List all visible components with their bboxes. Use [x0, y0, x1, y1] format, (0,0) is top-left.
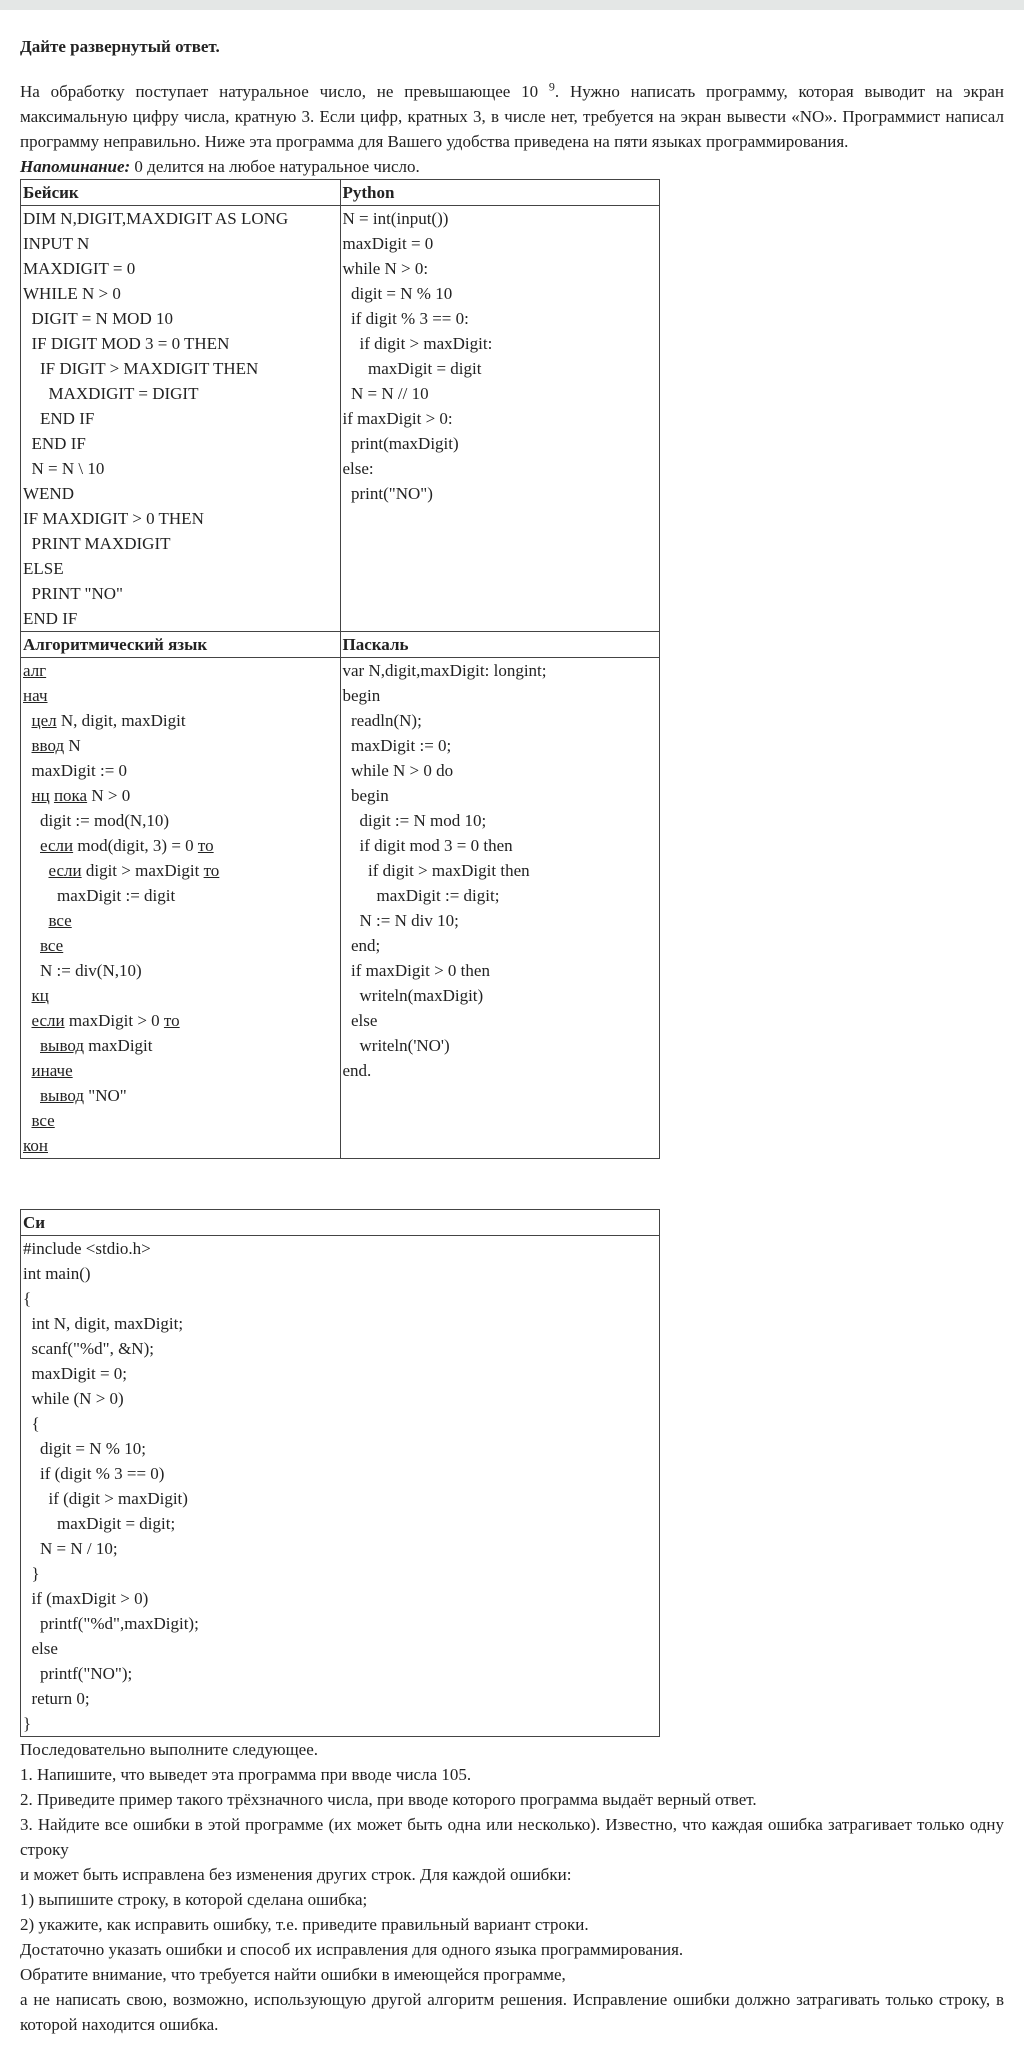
- code-line: [23, 958, 338, 983]
- code-text: "NO": [84, 1086, 127, 1105]
- code-line: print("NO"): [342, 484, 433, 503]
- code-text: N: [64, 736, 81, 755]
- code-line: maxDigit = 0: [342, 234, 434, 253]
- code-text: maxDigit := digit: [23, 886, 176, 905]
- code-line: PRINT "NO": [23, 584, 123, 603]
- code-line: END IF: [23, 434, 86, 453]
- code-text: [23, 911, 49, 930]
- code-line: if digit > maxDigit then: [342, 861, 530, 880]
- code-line: [23, 908, 338, 933]
- code-line: N := N div 10;: [342, 911, 459, 930]
- pascal-header: Паскаль: [340, 632, 660, 658]
- code-table-main: [20, 179, 660, 1159]
- task-instructions: [20, 1737, 1004, 2037]
- keyword: все: [40, 936, 64, 955]
- keyword: то: [163, 1011, 180, 1030]
- code-line: if (digit % 3 == 0): [23, 1464, 165, 1483]
- task-line: 2) укажите, как исправить ошибку, т.е. приведите правильный вариант строки.: [20, 1915, 589, 1934]
- code-line: WHILE N > 0: [23, 284, 121, 303]
- python-header: Python: [340, 180, 660, 206]
- code-text: [23, 936, 40, 955]
- code-line: if maxDigit > 0 then: [342, 961, 490, 980]
- code-text: [23, 836, 40, 855]
- code-line: [23, 1083, 338, 1108]
- keyword: все: [31, 1111, 55, 1130]
- code-line: [23, 683, 338, 708]
- top-bar: [0, 0, 1024, 10]
- code-line: digit = N % 10;: [23, 1439, 146, 1458]
- code-line: N = int(input()): [342, 209, 449, 228]
- code-text: digit := mod(N,10): [23, 811, 170, 830]
- code-line: if digit % 3 == 0:: [342, 309, 469, 328]
- intro-text-start: На обработку поступает натуральное число, не превышающее 10: [20, 82, 539, 101]
- intro-text-end: . Нужно написать программу, которая выводит на экран максимальную цифру числа, кратную 3. Если цифр, кратных 3, в числе нет, требуется на экран вывести «NO». Программист написал программу неправильно. Ниже эта программа для Вашего удобства приведена на пяти языках программирования.: [20, 82, 1004, 151]
- code-text: N, digit, maxDigit: [56, 711, 186, 730]
- code-text: digit > maxDigit: [81, 861, 204, 880]
- code-line: N = N / 10;: [23, 1539, 118, 1558]
- code-line: else:: [342, 459, 374, 478]
- code-line: }: [23, 1714, 32, 1733]
- keyword: если: [40, 836, 74, 855]
- task-line: Последовательно выполните следующее.: [20, 1740, 319, 1759]
- code-line: [23, 1058, 338, 1083]
- keyword: алг: [23, 661, 47, 680]
- code-line: MAXDIGIT = 0: [23, 259, 136, 278]
- c-header: Си: [21, 1210, 660, 1236]
- code-line: [23, 883, 338, 908]
- code-line: begin: [342, 686, 381, 705]
- code-line: DIM N,DIGIT,MAXDIGIT AS LONG: [23, 209, 289, 228]
- keyword: то: [197, 836, 214, 855]
- code-line: if (maxDigit > 0): [23, 1589, 149, 1608]
- code-line: [23, 733, 338, 758]
- code-line: end.: [342, 1061, 372, 1080]
- code-line: maxDigit = digit: [342, 359, 482, 378]
- code-line: printf("NO");: [23, 1664, 133, 1683]
- code-line: MAXDIGIT = DIGIT: [23, 384, 199, 403]
- keyword: кон: [23, 1136, 48, 1155]
- code-line: {: [23, 1414, 40, 1433]
- code-line: IF MAXDIGIT > 0 THEN: [23, 509, 204, 528]
- code-line: digit := N mod 10;: [342, 811, 487, 830]
- task-intro: [20, 79, 1004, 154]
- algo-code: [21, 658, 341, 1159]
- code-line: readln(N);: [342, 711, 422, 730]
- keyword: пока: [53, 786, 88, 805]
- code-line: [23, 1133, 338, 1158]
- pascal-code: [340, 658, 660, 1159]
- keyword: если: [48, 861, 82, 880]
- task-heading: Дайте развернутый ответ.: [20, 37, 220, 56]
- code-line: [23, 933, 338, 958]
- keyword: если: [31, 1011, 65, 1030]
- task-line: 2. Приведите пример такого трёхзначного числа, при вводе которого программа выдаёт верный ответ.: [20, 1790, 757, 1809]
- algo-header: Алгоритмический язык: [21, 632, 341, 658]
- reminder-text: 0 делится на любое натуральное число.: [130, 157, 420, 176]
- code-line: {: [23, 1289, 32, 1308]
- code-text: N > 0: [87, 786, 131, 805]
- keyword: ввод: [31, 736, 65, 755]
- code-line: END IF: [23, 409, 95, 428]
- keyword: кц: [31, 986, 49, 1005]
- code-text: [23, 986, 32, 1005]
- keyword: все: [48, 911, 72, 930]
- code-text: [23, 711, 32, 730]
- code-line: END IF: [23, 609, 78, 628]
- code-line: maxDigit := digit;: [342, 886, 500, 905]
- code-line: else: [342, 1011, 378, 1030]
- code-line: var N,digit,maxDigit: longint;: [342, 661, 547, 680]
- code-line: scanf("%d", &N);: [23, 1339, 154, 1358]
- reminder-note: [20, 154, 1004, 179]
- basic-code: [21, 206, 341, 632]
- code-line: else: [23, 1639, 58, 1658]
- code-text: [23, 1111, 32, 1130]
- code-line: if digit mod 3 = 0 then: [342, 836, 513, 855]
- code-text: [23, 1061, 32, 1080]
- task-content: [0, 10, 1024, 2037]
- keyword: нач: [23, 686, 48, 705]
- code-line: print(maxDigit): [342, 434, 459, 453]
- code-line: [23, 808, 338, 833]
- code-text: maxDigit: [84, 1036, 153, 1055]
- task-line: Достаточно указать ошибки и способ их исправления для одного языка программирования.: [20, 1940, 684, 1959]
- code-line: writeln('NO'): [342, 1036, 450, 1055]
- c-code: [21, 1236, 660, 1737]
- code-line: if (digit > maxDigit): [23, 1489, 188, 1508]
- code-text: [23, 861, 49, 880]
- code-text: maxDigit > 0: [64, 1011, 164, 1030]
- code-line: while N > 0:: [342, 259, 429, 278]
- keyword: нц: [31, 786, 50, 805]
- task-line: и может быть исправлена без изменения других строк. Для каждой ошибки:: [20, 1865, 572, 1884]
- code-line: return 0;: [23, 1689, 90, 1708]
- task-line: Обратите внимание, что требуется найти ошибки в имеющейся программе,: [20, 1965, 566, 1984]
- code-line: maxDigit := 0;: [342, 736, 452, 755]
- code-text: N := div(N,10): [23, 961, 142, 980]
- code-text: [23, 1086, 40, 1105]
- keyword: вывод: [40, 1086, 85, 1105]
- code-line: [23, 758, 338, 783]
- keyword: иначе: [31, 1061, 73, 1080]
- code-line: if digit > maxDigit:: [342, 334, 493, 353]
- basic-header: Бейсик: [21, 180, 341, 206]
- code-line: ELSE: [23, 559, 64, 578]
- intro-power: 9: [548, 79, 555, 94]
- keyword: вывод: [40, 1036, 85, 1055]
- code-line: [23, 1108, 338, 1133]
- code-line: }: [23, 1564, 40, 1583]
- python-code: [340, 206, 660, 632]
- code-line: while N > 0 do: [342, 761, 454, 780]
- code-line: N = N // 10: [342, 384, 429, 403]
- code-text: [23, 1011, 32, 1030]
- code-line: INPUT N: [23, 234, 90, 253]
- code-line: writeln(maxDigit): [342, 986, 484, 1005]
- code-line: PRINT MAXDIGIT: [23, 534, 171, 553]
- code-text: [23, 786, 32, 805]
- code-line: end;: [342, 936, 381, 955]
- task-line: 1. Напишите, что выведет эта программа при вводе числа 105.: [20, 1765, 472, 1784]
- code-line: [23, 783, 338, 808]
- code-text: [23, 736, 32, 755]
- code-line: [23, 858, 338, 883]
- code-line: [23, 983, 338, 1008]
- code-line: [23, 708, 338, 733]
- code-line: WEND: [23, 484, 74, 503]
- task-line: 1) выпишите строку, в которой сделана ошибка;: [20, 1890, 368, 1909]
- code-line: maxDigit = digit;: [23, 1514, 176, 1533]
- code-line: N = N \ 10: [23, 459, 105, 478]
- code-text: maxDigit := 0: [23, 761, 128, 780]
- code-line: IF DIGIT MOD 3 = 0 THEN: [23, 334, 230, 353]
- code-text: mod(digit, 3) = 0: [73, 836, 198, 855]
- code-line: [23, 833, 338, 858]
- code-text: [23, 1036, 40, 1055]
- code-line: int N, digit, maxDigit;: [23, 1314, 184, 1333]
- code-line: [23, 658, 338, 683]
- code-line: begin: [342, 786, 389, 805]
- code-line: digit = N % 10: [342, 284, 453, 303]
- code-line: if maxDigit > 0:: [342, 409, 453, 428]
- reminder-label: Напоминание:: [20, 157, 131, 176]
- code-line: DIGIT = N MOD 10: [23, 309, 173, 328]
- keyword: цел: [31, 711, 57, 730]
- code-line: [23, 1008, 338, 1033]
- code-line: #include <stdio.h>: [23, 1239, 151, 1258]
- task-line: 3. Найдите все ошибки в этой программе (их может быть одна или несколько). Известно, что каждая ошибка затрагивает только одну строку: [20, 1815, 1004, 1859]
- code-line: [23, 1033, 338, 1058]
- code-line: int main(): [23, 1264, 91, 1283]
- code-line: IF DIGIT > MAXDIGIT THEN: [23, 359, 259, 378]
- code-table-c: [20, 1209, 660, 1737]
- keyword: то: [203, 861, 220, 880]
- code-line: while (N > 0): [23, 1389, 124, 1408]
- task-line: а не написать свою, возможно, использующую другой алгоритм решения. Исправление ошибки должно затрагивать только строку, в которой находится ошибка.: [20, 1990, 1004, 2034]
- code-line: printf("%d",maxDigit);: [23, 1614, 199, 1633]
- code-line: maxDigit = 0;: [23, 1364, 128, 1383]
